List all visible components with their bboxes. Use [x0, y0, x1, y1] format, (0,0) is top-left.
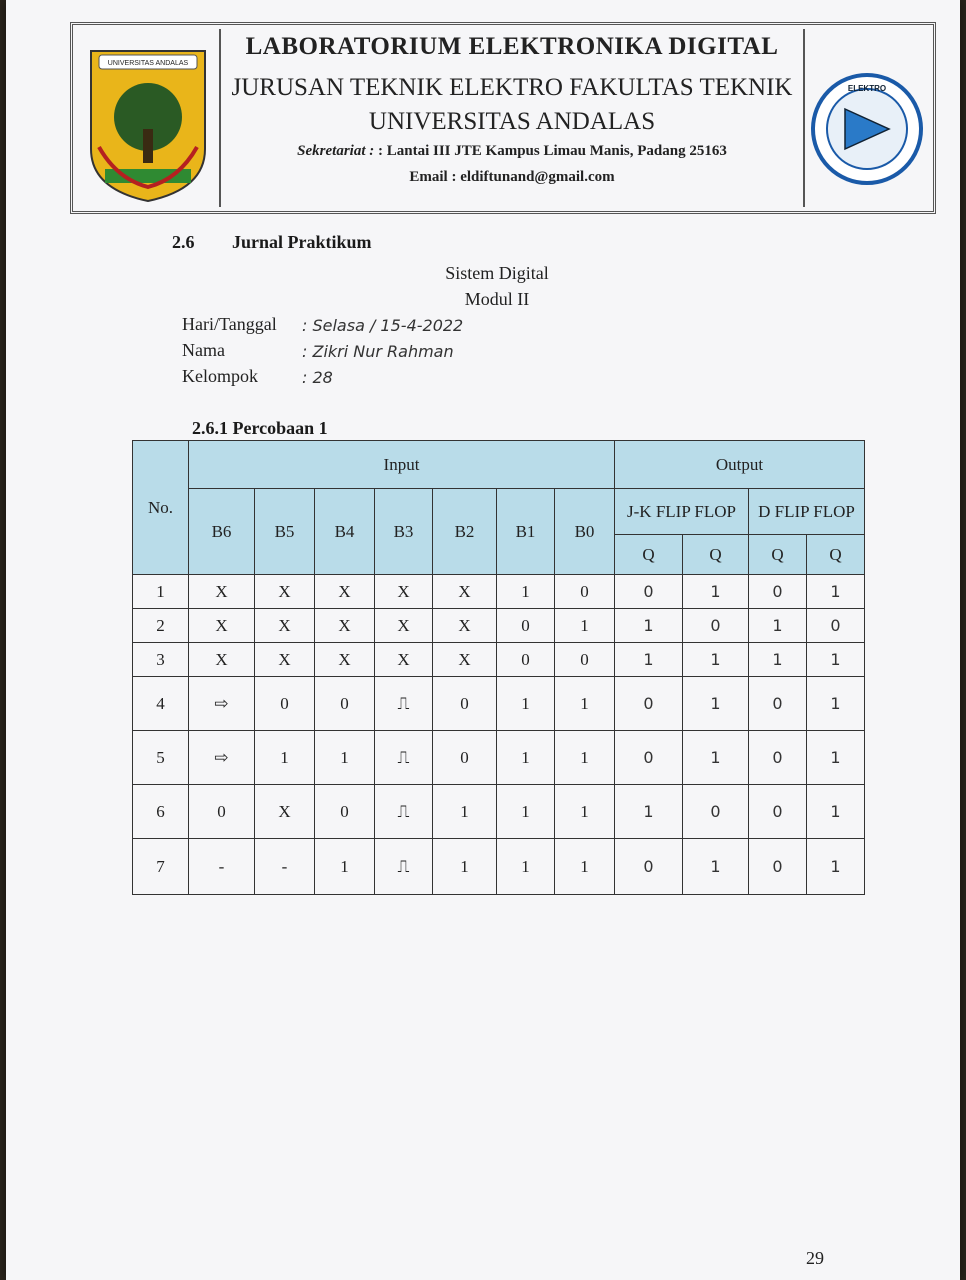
table-row — [133, 731, 865, 785]
university-logo — [77, 29, 221, 207]
input-cell: 1 — [497, 839, 555, 895]
row-number: 6 — [133, 785, 189, 839]
col-header-b4: B4 — [315, 489, 375, 575]
logo-text: UNIVERSITAS ANDALAS — [107, 60, 189, 67]
input-cell: 0 — [433, 677, 497, 731]
output-cell: 0 — [615, 677, 683, 731]
output-cell: 1 — [807, 643, 865, 677]
col-header-b3: B3 — [375, 489, 433, 575]
col-header-b6: B6 — [189, 489, 255, 575]
input-cell: 1 — [315, 839, 375, 895]
clock-pulse-cell: ⎍ — [375, 731, 433, 785]
name-label: Nama — [182, 340, 225, 360]
experiment-table — [132, 440, 865, 895]
row-number: 3 — [133, 643, 189, 677]
input-cell: X — [375, 575, 433, 609]
input-cell: 1 — [555, 785, 615, 839]
input-cell: 0 — [555, 643, 615, 677]
input-cell: X — [189, 575, 255, 609]
university-line: UNIVERSITAS ANDALAS — [368, 108, 656, 135]
address-line — [223, 143, 801, 160]
input-cell: 0 — [497, 643, 555, 677]
output-cell: 0 — [749, 731, 807, 785]
table-row — [133, 677, 865, 731]
input-cell: - — [255, 839, 315, 895]
address-label: Sekretariat : — [297, 143, 375, 159]
table-row — [133, 609, 865, 643]
output-cell: 0 — [615, 575, 683, 609]
course-title: Sistem Digital — [445, 263, 549, 283]
d-flipflop-header: D FLIP FLOP — [749, 489, 865, 535]
input-cell: ⇨ — [189, 731, 255, 785]
input-cell: 1 — [497, 575, 555, 609]
input-cell: 0 — [189, 785, 255, 839]
output-cell: 1 — [615, 643, 683, 677]
row-number: 4 — [133, 677, 189, 731]
table-row — [133, 575, 865, 609]
col-header-jk-q: Q — [615, 535, 683, 575]
input-cell: - — [189, 839, 255, 895]
input-cell: 1 — [497, 677, 555, 731]
input-cell: X — [255, 575, 315, 609]
output-cell: 1 — [683, 643, 749, 677]
group-value: : 28 — [302, 368, 333, 387]
input-header: Input — [189, 441, 615, 489]
input-cell: 1 — [555, 839, 615, 895]
input-cell: 1 — [497, 731, 555, 785]
col-header-b1: B1 — [497, 489, 555, 575]
output-cell: 1 — [807, 677, 865, 731]
output-cell: 1 — [807, 731, 865, 785]
input-cell: 0 — [555, 575, 615, 609]
output-header: Output — [615, 441, 865, 489]
input-cell: X — [315, 575, 375, 609]
input-cell: 0 — [255, 677, 315, 731]
input-cell: 1 — [555, 609, 615, 643]
output-cell: 1 — [807, 839, 865, 895]
output-cell: 1 — [683, 677, 749, 731]
page-number: 29 — [806, 1248, 824, 1268]
col-header-jk-qbar: Q — [683, 535, 749, 575]
output-cell: 0 — [615, 839, 683, 895]
col-header-d-qbar: Q — [807, 535, 865, 575]
input-cell: 1 — [555, 677, 615, 731]
jk-flipflop-header: J-K FLIP FLOP — [615, 489, 749, 535]
output-cell: 1 — [807, 575, 865, 609]
input-cell: X — [375, 643, 433, 677]
output-cell: 1 — [749, 609, 807, 643]
name-value: : Zikri Nur Rahman — [302, 342, 454, 361]
input-cell: ⇨ — [189, 677, 255, 731]
subsection-title: 2.6.1 Percobaan 1 — [192, 418, 328, 438]
output-cell: 1 — [683, 575, 749, 609]
output-cell: 0 — [749, 575, 807, 609]
output-cell: 1 — [807, 785, 865, 839]
input-cell: X — [189, 609, 255, 643]
table-row — [133, 785, 865, 839]
group-label: Kelompok — [182, 366, 258, 386]
col-header-d-q: Q — [749, 535, 807, 575]
input-cell: X — [433, 609, 497, 643]
date-label: Hari/Tanggal — [182, 314, 277, 334]
input-cell: 0 — [315, 785, 375, 839]
section-title: Jurnal Praktikum — [232, 232, 372, 252]
input-cell: X — [375, 609, 433, 643]
input-cell: 1 — [315, 731, 375, 785]
input-cell: X — [433, 643, 497, 677]
output-cell: 1 — [683, 731, 749, 785]
output-cell: 0 — [749, 677, 807, 731]
input-cell: X — [315, 609, 375, 643]
output-cell: 1 — [615, 609, 683, 643]
section-number: 2.6 — [172, 232, 195, 252]
col-header-b5: B5 — [255, 489, 315, 575]
output-cell: 1 — [749, 643, 807, 677]
clock-pulse-cell: ⎍ — [375, 677, 433, 731]
document-page — [6, 0, 960, 1280]
row-number: 2 — [133, 609, 189, 643]
clock-pulse-cell: ⎍ — [375, 839, 433, 895]
department-name — [223, 71, 801, 139]
col-header-b0: B0 — [555, 489, 615, 575]
input-cell: X — [255, 643, 315, 677]
output-cell: 0 — [807, 609, 865, 643]
input-cell: 1 — [433, 785, 497, 839]
email-line: Email : eldiftunand@gmail.com — [409, 169, 615, 185]
input-cell: X — [315, 643, 375, 677]
lab-logo — [803, 29, 929, 207]
table-row — [133, 643, 865, 677]
module-title: Modul II — [464, 289, 530, 309]
table-row — [133, 839, 865, 895]
output-cell: 0 — [683, 785, 749, 839]
department-line: JURUSAN TEKNIK ELEKTRO FAKULTAS TEKNIK — [231, 74, 793, 101]
lab-logo-text: ELEKTRO — [847, 84, 887, 93]
output-cell: 0 — [615, 731, 683, 785]
address-text: : Lantai III JTE Kampus Limau Manis, Padang 25163 — [378, 143, 727, 159]
output-cell: 0 — [683, 609, 749, 643]
input-cell: 1 — [255, 731, 315, 785]
input-cell: 1 — [555, 731, 615, 785]
input-cell: 0 — [497, 609, 555, 643]
output-cell: 1 — [615, 785, 683, 839]
lab-name: LABORATORIUM ELEKTRONIKA DIGITAL — [245, 33, 779, 60]
output-cell: 1 — [683, 839, 749, 895]
input-cell: 1 — [433, 839, 497, 895]
letterhead — [70, 22, 936, 214]
col-header-no: No. — [133, 441, 189, 575]
output-cell: 0 — [749, 839, 807, 895]
input-cell: 1 — [497, 785, 555, 839]
input-cell: X — [433, 575, 497, 609]
output-cell: 0 — [749, 785, 807, 839]
col-header-b2: B2 — [433, 489, 497, 575]
input-cell: X — [189, 643, 255, 677]
date-value: : Selasa / 15-4-2022 — [302, 316, 464, 335]
row-number: 7 — [133, 839, 189, 895]
input-cell: X — [255, 609, 315, 643]
clock-pulse-cell: ⎍ — [375, 785, 433, 839]
input-cell: 0 — [315, 677, 375, 731]
input-cell: X — [255, 785, 315, 839]
row-number: 1 — [133, 575, 189, 609]
row-number: 5 — [133, 731, 189, 785]
input-cell: 0 — [433, 731, 497, 785]
